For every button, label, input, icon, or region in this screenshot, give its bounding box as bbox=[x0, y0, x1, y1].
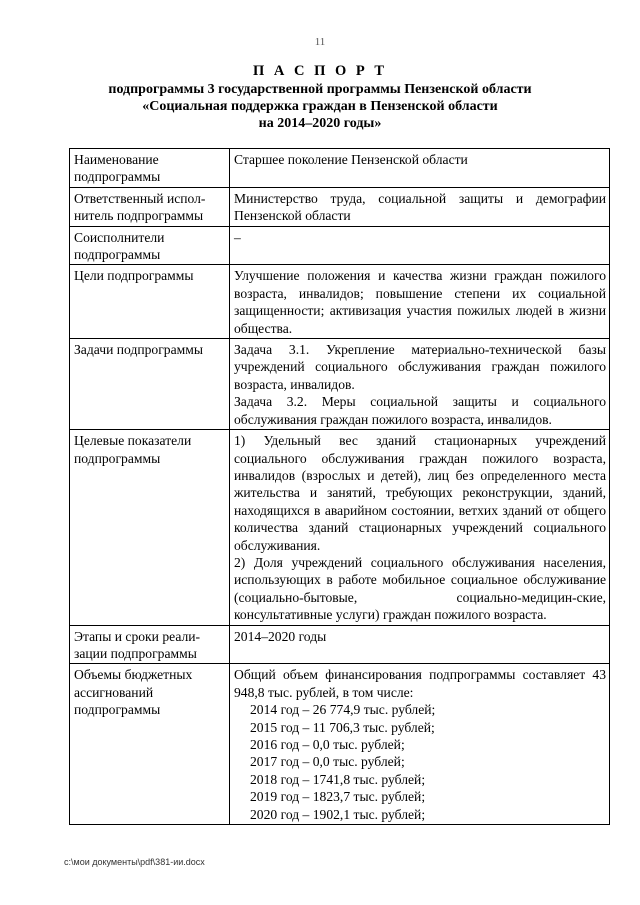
row-value: Улучшение положения и качества жизни граждан пожилого возраста, инвалидов; повышение степени их социальной защищенности; активизация участия пожилых людей в жизни общества. bbox=[230, 265, 610, 339]
document-header bbox=[0, 62, 640, 132]
funding-intro: Общий объем финансирования подпрограммы составляет 43 948,8 тыс. рублей, в том числе: bbox=[234, 667, 606, 700]
table-row bbox=[70, 430, 610, 625]
header-line-2: «Социальная поддержка граждан в Пензенской области bbox=[142, 99, 498, 114]
indicator-paragraph: 1) Удельный вес зданий стационарных учреждений социального обслуживания граждан пожилого возраста, инвалидов (взрослых и детей), лиц без определенного места жительства и занятий, требующих реконструкции, зданий, находящихся в аварийном состоянии, ветхих зданий от общего количества зданий стационарных учреждений социального обслуживания. bbox=[234, 433, 606, 553]
row-value: 2014–2020 годы bbox=[230, 625, 610, 664]
table-row bbox=[70, 625, 610, 664]
row-label: Объемы бюджетных ассигнований подпрограммы bbox=[70, 664, 230, 825]
row-label: Этапы и сроки реали-зации подпрограммы bbox=[70, 625, 230, 664]
task-paragraph: Задача 3.2. Меры социальной защиты и социального обслуживания граждан пожилого возраста, инвалидов. bbox=[234, 394, 606, 427]
row-label: Целевые показатели подпрограммы bbox=[70, 430, 230, 625]
table-row bbox=[70, 149, 610, 188]
row-value bbox=[230, 430, 610, 625]
table-row bbox=[70, 664, 610, 825]
funding-year: 2019 год – 1823,7 тыс. рублей; bbox=[250, 789, 426, 805]
table-row bbox=[70, 226, 610, 265]
task-paragraph: Задача 3.1. Укрепление материально-технической базы учреждений социального обслуживания граждан пожилого возраста, инвалидов. bbox=[234, 342, 606, 392]
indicator-paragraph: 2) Доля учреждений социального обслуживания населения, использующих в работе мобильное социальное обслуживание (социально-бытовые, социально-медицин-ские, консультативные услуги) граждан пожилого возраста. bbox=[234, 554, 606, 623]
funding-year: 2018 год – 1741,8 тыс. рублей; bbox=[250, 771, 426, 787]
row-value: – bbox=[230, 226, 610, 265]
file-path-footer: c:\мои документы\pdf\381-ии.docx bbox=[64, 857, 205, 867]
table-row bbox=[70, 265, 610, 339]
table-row bbox=[70, 339, 610, 430]
page-number: 11 bbox=[314, 36, 326, 48]
funding-year: 2016 год – 0,0 тыс. рублей; bbox=[250, 737, 405, 752]
row-label: Ответственный испол-нитель подпрограммы bbox=[70, 187, 230, 226]
funding-year: 2015 год – 11 706,3 тыс. рублей; bbox=[250, 719, 435, 735]
row-value bbox=[230, 664, 610, 825]
funding-year: 2017 год – 0,0 тыс. рублей; bbox=[250, 754, 405, 770]
row-label: Соисполнители подпрограммы bbox=[70, 226, 230, 265]
row-label: Цели подпрограммы bbox=[70, 265, 230, 339]
header-line-3: на 2014–2020 годы» bbox=[258, 116, 382, 131]
row-label: Наименование подпрограммы bbox=[70, 149, 230, 188]
row-value bbox=[230, 339, 610, 430]
row-value: Министерство труда, социальной защиты и демографии Пензенской области bbox=[230, 187, 610, 226]
row-label: Задачи подпрограммы bbox=[70, 339, 230, 430]
header-line-1: подпрограммы 3 государственной программы Пензенской области bbox=[108, 82, 532, 97]
passport-title: П А С П О Р Т bbox=[252, 63, 388, 79]
funding-year: 2014 год – 26 774,9 тыс. рублей; bbox=[250, 702, 436, 718]
passport-table bbox=[69, 148, 610, 825]
row-value: Старшее поколение Пензенской области bbox=[230, 149, 610, 188]
funding-year: 2020 год – 1902,1 тыс. рублей; bbox=[250, 806, 426, 822]
table-row bbox=[70, 187, 610, 226]
